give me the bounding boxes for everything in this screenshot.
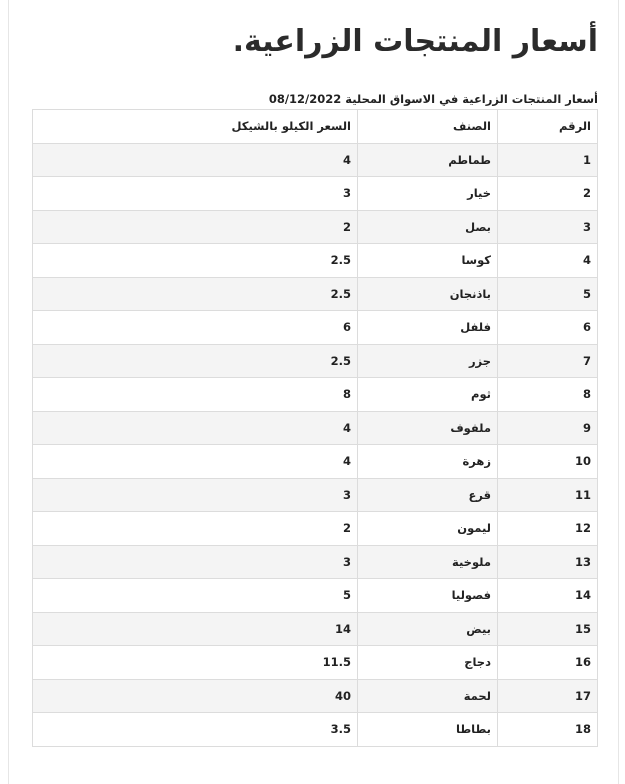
row-item: ملفوف [358, 411, 498, 445]
table-row [33, 713, 598, 747]
table-row [33, 411, 598, 445]
column-header-price: السعر الكيلو بالشيكل [33, 110, 358, 144]
row-item: لحمة [358, 679, 498, 713]
row-number: 3 [498, 210, 598, 244]
row-item: طماطم [358, 143, 498, 177]
row-price: 40 [33, 679, 358, 713]
table-caption: أسعار المنتجات الزراعية في الاسواق المحلية 08/12/2022 [268, 92, 598, 106]
row-number: 18 [498, 713, 598, 747]
row-item: ليمون [358, 512, 498, 546]
row-item: خيار [358, 177, 498, 211]
row-number: 2 [498, 177, 598, 211]
table-header-row [33, 110, 598, 144]
row-number: 7 [498, 344, 598, 378]
table-row [33, 344, 598, 378]
row-price: 6 [33, 311, 358, 345]
row-number: 5 [498, 277, 598, 311]
row-price: 3 [33, 478, 358, 512]
row-price: 2 [33, 512, 358, 546]
row-price: 2 [33, 210, 358, 244]
table-row [33, 143, 598, 177]
row-price: 14 [33, 612, 358, 646]
row-number: 14 [498, 579, 598, 613]
row-number: 6 [498, 311, 598, 345]
row-number: 17 [498, 679, 598, 713]
row-price: 2.5 [33, 344, 358, 378]
table-row [33, 445, 598, 479]
row-price: 5 [33, 579, 358, 613]
row-item: فصوليا [358, 579, 498, 613]
table-row [33, 512, 598, 546]
prices-table [32, 109, 598, 747]
row-item: بصل [358, 210, 498, 244]
table-row [33, 311, 598, 345]
page-title: أسعار المنتجات الزراعية. [232, 24, 598, 59]
table-row [33, 244, 598, 278]
column-header-item: الصنف [358, 110, 498, 144]
table-row [33, 277, 598, 311]
row-number: 1 [498, 143, 598, 177]
table-row [33, 579, 598, 613]
row-number: 13 [498, 545, 598, 579]
row-price: 8 [33, 378, 358, 412]
row-item: كوسا [358, 244, 498, 278]
table-row [33, 612, 598, 646]
row-item: بطاطا [358, 713, 498, 747]
row-price: 3.5 [33, 713, 358, 747]
row-price: 4 [33, 411, 358, 445]
row-price: 2.5 [33, 277, 358, 311]
row-item: ثوم [358, 378, 498, 412]
row-item: زهرة [358, 445, 498, 479]
table-row [33, 210, 598, 244]
row-item: بيض [358, 612, 498, 646]
row-number: 11 [498, 478, 598, 512]
table-row [33, 679, 598, 713]
main-content [33, 0, 598, 747]
row-number: 8 [498, 378, 598, 412]
row-item: دجاج [358, 646, 498, 680]
row-item: جزر [358, 344, 498, 378]
row-number: 10 [498, 445, 598, 479]
row-price: 11.5 [33, 646, 358, 680]
table-row [33, 478, 598, 512]
row-number: 15 [498, 612, 598, 646]
row-number: 16 [498, 646, 598, 680]
table-row [33, 177, 598, 211]
row-price: 4 [33, 445, 358, 479]
table-row [33, 378, 598, 412]
table-row [33, 646, 598, 680]
row-number: 4 [498, 244, 598, 278]
row-price: 4 [33, 143, 358, 177]
row-number: 9 [498, 411, 598, 445]
row-price: 2.5 [33, 244, 358, 278]
row-item: باذنجان [358, 277, 498, 311]
row-price: 3 [33, 545, 358, 579]
column-header-number: الرقم [498, 110, 598, 144]
row-price: 3 [33, 177, 358, 211]
row-item: فلفل [358, 311, 498, 345]
row-item: قرع [358, 478, 498, 512]
table-row [33, 545, 598, 579]
row-number: 12 [498, 512, 598, 546]
row-item: ملوخية [358, 545, 498, 579]
